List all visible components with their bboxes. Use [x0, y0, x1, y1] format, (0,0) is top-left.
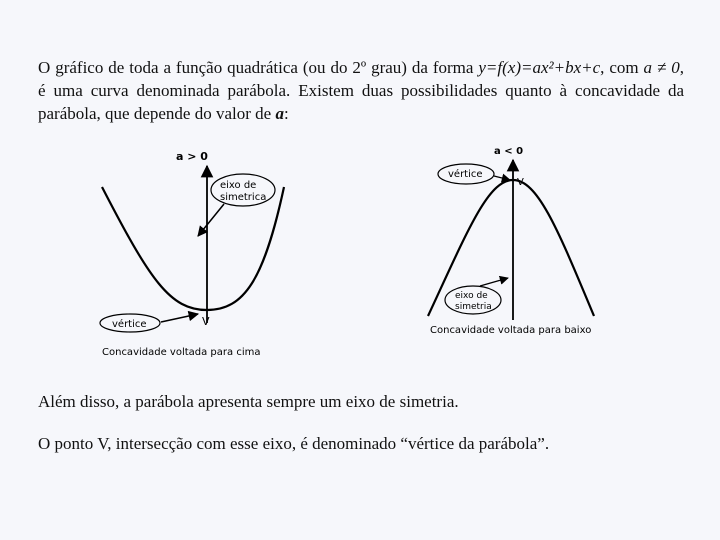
- intro-text-4: :: [283, 104, 289, 123]
- vertex-arrow-down: [494, 176, 510, 180]
- intro-text-1: O gráfico de toda a função quadrática (ou do 2º grau) da forma: [38, 58, 479, 77]
- caption-down: Concavidade voltada para baixo: [430, 325, 592, 336]
- vertex-label-up: vértice: [112, 319, 147, 330]
- intro-text-2: , com: [600, 58, 644, 77]
- vertex-arrow-up: [161, 314, 198, 322]
- quadratic-formula: y=f(x)=ax²+bx+c: [478, 58, 601, 77]
- intro-text-3: , é uma curva denominada parábola. Existem duas possibilidades quanto à concavidade da parábola, que depende do valor de: [38, 58, 684, 123]
- figure-down-title: a < 0: [494, 146, 524, 157]
- axis-label-arrow: [198, 204, 224, 236]
- vertex-label-down: vértice: [448, 169, 483, 180]
- parabola-down-figure: [418, 140, 608, 336]
- vertex-mark-up: V: [202, 315, 210, 328]
- parabola-up-figure: [90, 140, 310, 364]
- axis-label-down-line2: simetria: [455, 302, 492, 312]
- nonzero-condition: a ≠ 0: [643, 58, 680, 77]
- parabola-up-curve: [102, 187, 284, 310]
- vertex-paragraph: O ponto V, intersecção com esse eixo, é denominado “vértice da parábola”.: [38, 434, 550, 453]
- caption-up: Concavidade voltada para cima: [102, 347, 261, 358]
- symmetry-paragraph: Além disso, a parábola apresenta sempre um eixo de simetria.: [38, 392, 459, 411]
- parabola-down-curve: [428, 180, 594, 316]
- axis-label-line2: simetrica: [220, 192, 267, 203]
- variable-a: a: [275, 104, 284, 123]
- vertex-mark-down: V: [517, 177, 524, 188]
- axis-label-arrow-down: [480, 278, 508, 286]
- intro-paragraph: [38, 56, 684, 125]
- axis-label-down-line1: eixo de: [455, 291, 488, 301]
- axis-label-down-text: [455, 291, 492, 312]
- axis-label-text: [220, 180, 266, 203]
- figure-up-title: a > 0: [176, 150, 208, 163]
- axis-label-line1: eixo de: [220, 180, 257, 191]
